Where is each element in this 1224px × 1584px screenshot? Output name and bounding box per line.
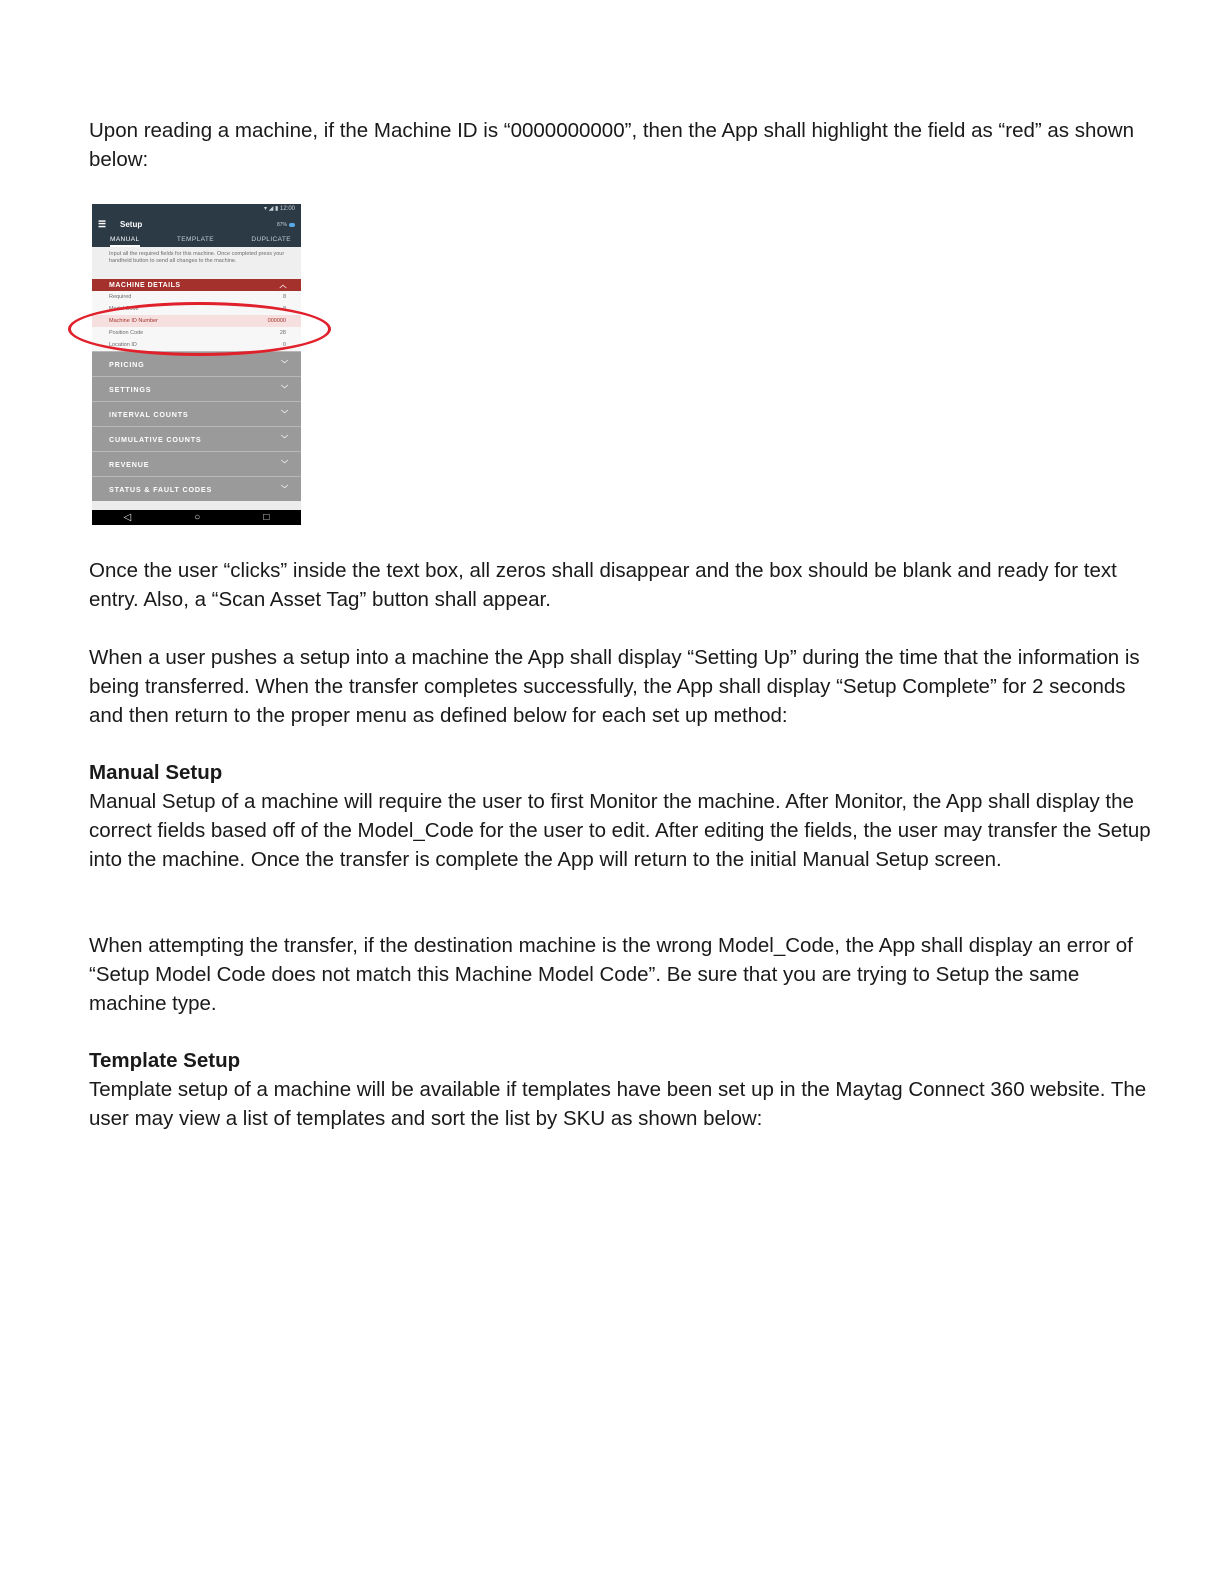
tab-manual[interactable]: MANUAL (110, 234, 140, 247)
section-label: STATUS & FAULT CODES (109, 484, 213, 494)
section-interval-counts[interactable] (92, 401, 301, 426)
tab-template[interactable]: TEMPLATE (176, 236, 214, 243)
battery-icon (289, 223, 295, 227)
section-cumulative-counts[interactable] (92, 426, 301, 451)
section-revenue[interactable] (92, 451, 301, 476)
battery-status-icon: ▮ (275, 206, 279, 212)
row-label: Machine ID Number (109, 318, 158, 324)
setup-paragraph: When a user pushes a setup into a machine the App shall display “Setting Up” during the time that the information is being transferred. When the transfer completes successfully, the App shall display “Setup Complete” for 2 seconds and then return to the proper menu as defined below for each set up method: (89, 646, 1140, 727)
section-label: MACHINE DETAILS (109, 281, 181, 289)
section-label: PRICING (109, 359, 145, 369)
recents-icon[interactable]: □ (263, 512, 270, 523)
app-title: Setup (120, 220, 143, 229)
section-label: SETTINGS (109, 384, 152, 394)
back-icon[interactable]: ◁ (123, 512, 132, 523)
chevron-down-icon: ﹀ (281, 484, 289, 493)
status-time: 12:00 (279, 206, 295, 212)
tab-bar (92, 234, 301, 247)
transfer-error-paragraph: When attempting the transfer, if the destination machine is the wrong Model_Code, the App shall display an error of “Setup Model Code does not match this Machine Model Code”. Be sure that you are trying to Setup the same machine type. (89, 934, 1133, 1015)
row-label: Required (109, 294, 132, 300)
manual-setup-text: Manual Setup of a machine will require the user to first Monitor the machine. After Monitor, the App shall display the correct fields based off of the Model_Code for the user to edit. After editing the fields, the user may transfer the Setup into the machine. Once the transfer is complete the App will return to the initial Manual Setup screen. (89, 790, 1151, 871)
section-label: CUMULATIVE COUNTS (109, 434, 202, 444)
section-status-fault-codes[interactable] (92, 476, 301, 501)
chevron-down-icon: ﹀ (281, 384, 289, 393)
manual-setup-section (89, 758, 1159, 874)
section-machine-details[interactable] (92, 279, 301, 291)
row-value: 8 (282, 294, 286, 300)
phone-screenshot (92, 204, 301, 525)
section-label: REVENUE (109, 459, 150, 469)
battery-label: 87% (276, 221, 287, 228)
row-value: 28 (279, 330, 286, 336)
template-setup-text: Template setup of a machine will be available if templates have been set up in the Maytag Connect 360 website. The user may view a list of templates and sort the list by SKU as shown below: (89, 1078, 1147, 1130)
section-label: INTERVAL COUNTS (109, 409, 189, 419)
chevron-up-icon: ︿ (279, 282, 287, 289)
app-bar (92, 215, 301, 234)
row-value: 8 (282, 306, 286, 312)
template-setup-heading: Template Setup (89, 1049, 241, 1072)
row-label: Model Code (109, 306, 139, 312)
click-paragraph: Once the user “clicks” inside the text box, all zeros shall disappear and the box should be blank and ready for text entry. Also, a “Scan Asset Tag” button shall appear. (89, 559, 1117, 611)
status-bar (92, 204, 301, 215)
intro-text: Input all the required fields for this machine. Once completed press your handheld button to send all changes to the machine. (92, 247, 301, 279)
chevron-down-icon: ﹀ (281, 409, 289, 418)
wifi-icon: ▾ (264, 206, 268, 212)
home-icon[interactable]: ○ (194, 512, 201, 523)
row-label: Location ID (109, 342, 137, 348)
chevron-down-icon: ﹀ (281, 434, 289, 443)
row-value: 000000 (267, 318, 286, 324)
red-highlight-circle (68, 302, 331, 356)
row-value: 0 (282, 342, 286, 348)
intro-paragraph: Upon reading a machine, if the Machine ID is “0000000000”, then the App shall highlight the field as “red” as shown below: (89, 119, 1134, 171)
row-label: Position Code (109, 330, 144, 336)
section-settings[interactable] (92, 376, 301, 401)
hamburger-icon[interactable]: ☰ (98, 219, 107, 229)
chevron-down-icon: ﹀ (281, 359, 289, 368)
signal-icon: ◢ (268, 206, 274, 212)
manual-setup-heading: Manual Setup (89, 761, 223, 784)
template-setup-section (89, 1046, 1159, 1133)
chevron-down-icon: ﹀ (281, 459, 289, 468)
tab-duplicate[interactable]: DUPLICATE (251, 236, 291, 243)
android-nav-bar (92, 510, 301, 525)
